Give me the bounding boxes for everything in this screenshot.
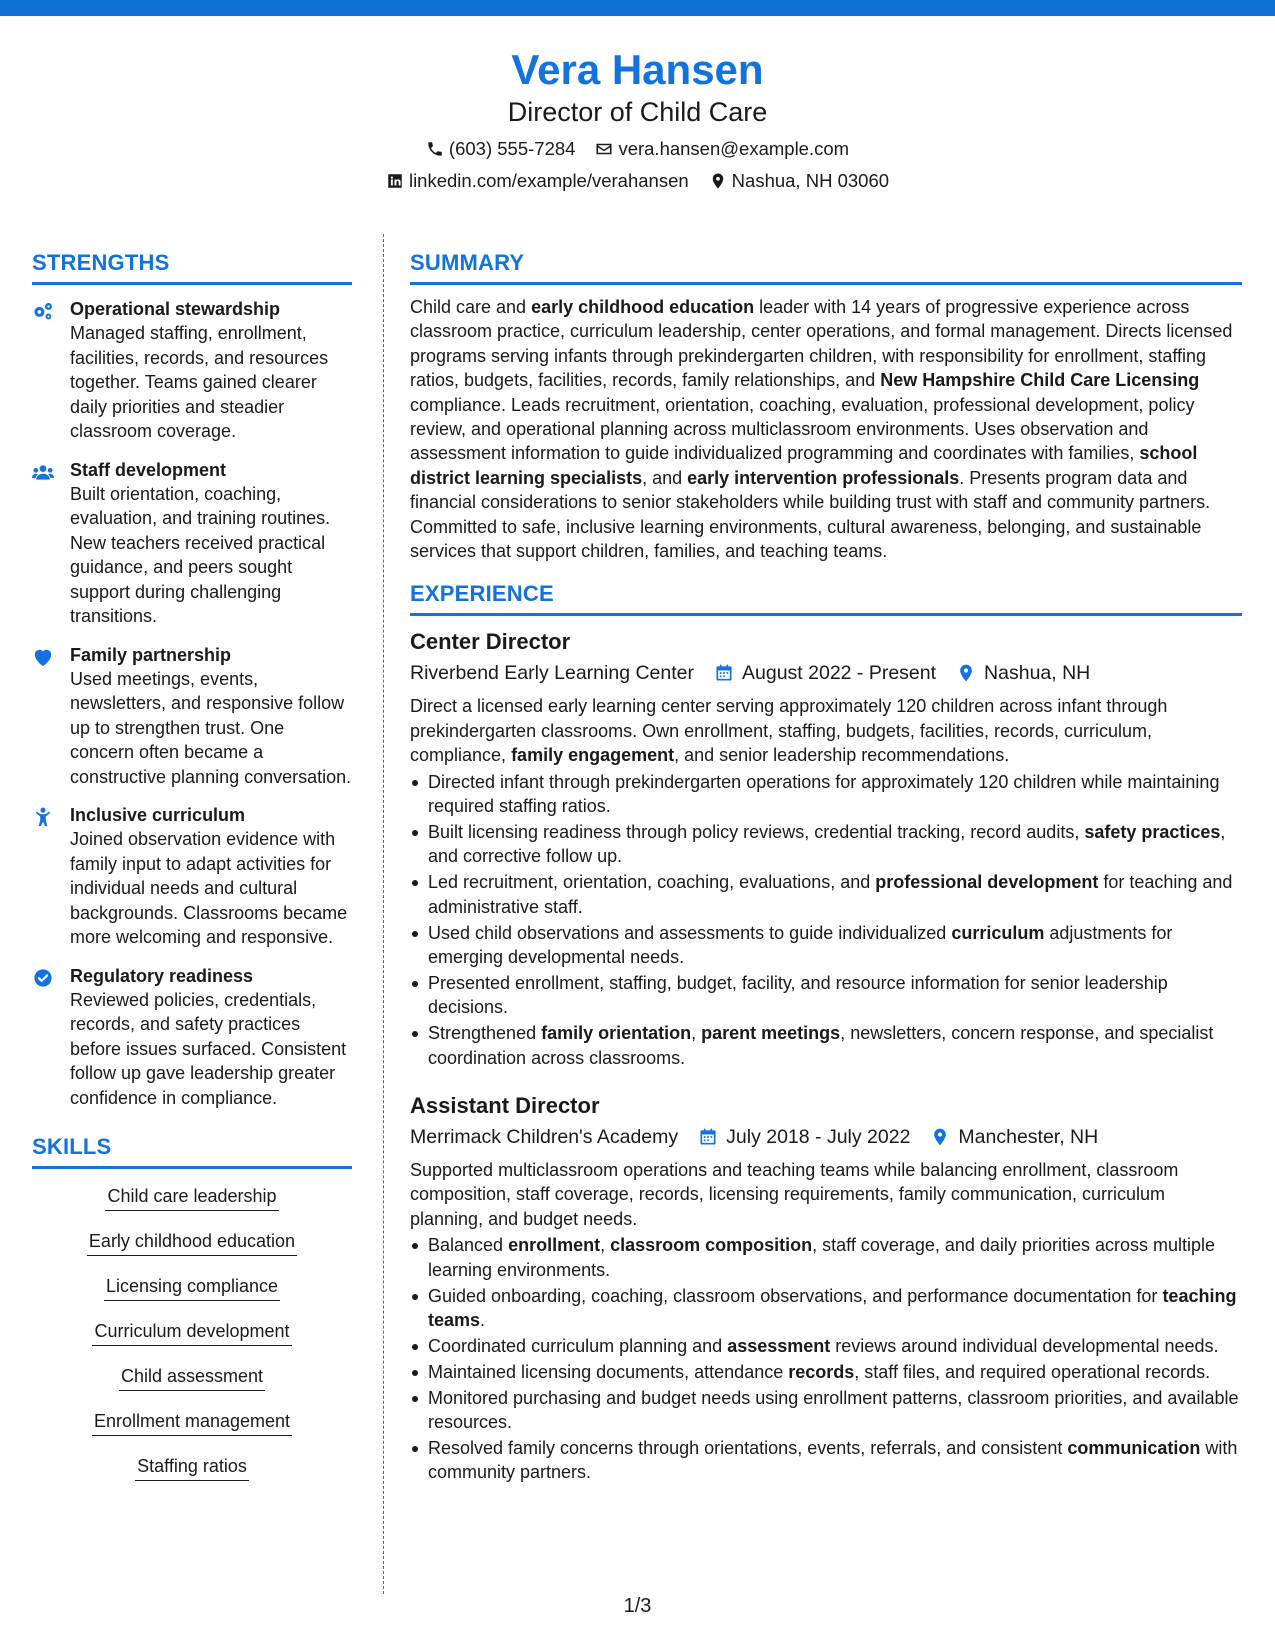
emphasis-text: safety practices bbox=[1084, 822, 1221, 842]
bullet-item: Monitored purchasing and budget needs using enrollment patterns, classroom priorities, and available resources. bbox=[410, 1386, 1242, 1435]
emphasis-text: classroom composition bbox=[610, 1235, 813, 1256]
skill-item: Curriculum development bbox=[92, 1318, 291, 1346]
job-entry bbox=[410, 628, 1242, 1070]
skills-heading: SKILLS bbox=[32, 1132, 352, 1169]
bullet-item: Balanced enrollment, classroom composition, staff coverage, and daily priorities across multiple learning environments. bbox=[410, 1233, 1242, 1282]
emphasis-text: parent meetings bbox=[701, 1023, 841, 1044]
strength-text: Built orientation, coaching, evaluation, and training routines. New teachers received practical guidance, and peers sought support during challenging transitions. bbox=[70, 483, 331, 626]
calendar-icon bbox=[698, 1127, 718, 1147]
skill-item: Licensing compliance bbox=[104, 1273, 280, 1301]
job-role: Assistant Director bbox=[410, 1093, 600, 1119]
strengths-heading: STRENGTHS bbox=[32, 248, 352, 285]
phone-text: (603) 555-7284 bbox=[448, 138, 576, 159]
location-text: Nashua, NH 03060 bbox=[731, 170, 890, 191]
summary-text: Child care and early childhood education leader with 14 years of progressive experience across classroom practice, curriculum leadership, center operations, and formal management. Directs licensed programs serving infants through prekindergarten children, with responsibility for enrollment, staffing ratios, budgets, facilities, records, family relationships, and New Hampshire Child Care Licensing compliance. Leads recruitment, orientation, coaching, evaluation, professional development, policy review, and operational planning across multiclassroom environments. Uses observation and assessment information to guide individualized programming and coordinates with families, school district learning specialists, and early intervention professionals. Presents program data and financial considerations to senior stakeholders while building trust with staff and community partners. Committed to safe, inclusive learning environments, cultural awareness, belonging, and sustainable services that support children, families, and teaching teams. bbox=[410, 297, 1233, 562]
skill-item: Enrollment management bbox=[92, 1408, 292, 1436]
job-meta bbox=[410, 1122, 1242, 1152]
contact-email[interactable] bbox=[595, 136, 849, 162]
bullet-item: Led recruitment, orientation, coaching, evaluations, and professional development for teaching and administrative staff. bbox=[410, 870, 1242, 919]
right-column bbox=[410, 248, 1242, 1486]
strengths-list bbox=[32, 297, 352, 1110]
strength-title: Staff development bbox=[70, 459, 227, 480]
strength-title: Regulatory readiness bbox=[70, 965, 254, 986]
job-bullets bbox=[410, 1233, 1242, 1485]
emphasis-text: family orientation bbox=[541, 1023, 692, 1044]
heart-icon bbox=[32, 647, 54, 667]
map-pin-icon bbox=[956, 663, 976, 683]
bullet-item: Directed infant through prekindergarten operations for approximately 120 children while maintaining required staffing ratios. bbox=[410, 770, 1242, 819]
contact-phone bbox=[426, 136, 576, 162]
strength-text: Joined observation evidence with family input to adapt activities for individual needs and cultural backgrounds. Classrooms became more welcoming and responsive. bbox=[70, 829, 348, 947]
linkedin-icon bbox=[386, 172, 404, 190]
emphasis-text: enrollment bbox=[508, 1235, 601, 1256]
job-dates: July 2018 - July 2022 bbox=[726, 1126, 911, 1149]
emphasis-text: curriculum bbox=[951, 922, 1045, 943]
job-bullets bbox=[410, 770, 1242, 1070]
company-name: Merrimack Children's Academy bbox=[410, 1126, 679, 1149]
summary-heading: SUMMARY bbox=[410, 248, 1242, 285]
job-location: Nashua, NH bbox=[984, 662, 1091, 685]
strength-item bbox=[32, 458, 352, 629]
map-pin-icon bbox=[709, 172, 727, 190]
strength-title: Operational stewardship bbox=[70, 299, 281, 319]
job-entry bbox=[410, 1092, 1242, 1485]
page-number: 1/3 bbox=[623, 1595, 652, 1617]
calendar-icon bbox=[714, 663, 734, 683]
job-description: Direct a licensed early learning center serving approximately 120 children across infant through prekindergarten classrooms. Own enrollment, staffing, budgets, facilities, records, curriculum, compliance, family engagement, and senior leadership recommendations. bbox=[410, 696, 1168, 766]
strength-text: Used meetings, events, newsletters, and responsive follow up to strengthen trust. One concern often became a constructive planning conversation. bbox=[70, 668, 352, 787]
candidate-title: Director of Child Care bbox=[507, 97, 768, 127]
skills-list bbox=[32, 1183, 352, 1498]
emphasis-text: early childhood education bbox=[531, 297, 755, 317]
resume-header bbox=[0, 44, 1275, 194]
envelope-icon bbox=[595, 140, 613, 158]
emphasis-text: professional development bbox=[875, 872, 1099, 893]
bullet-item: Resolved family concerns through orientations, events, referrals, and consistent communication with community partners. bbox=[410, 1436, 1242, 1485]
emphasis-text: communication bbox=[1067, 1438, 1201, 1459]
job-role: Center Director bbox=[410, 629, 571, 655]
check-circle-icon bbox=[32, 968, 54, 988]
bullet-item: Maintained licensing documents, attendance records, staff files, and required operational records. bbox=[410, 1360, 1242, 1384]
emphasis-text: school district learning specialists bbox=[410, 443, 1198, 488]
top-accent-bar bbox=[0, 0, 1275, 16]
child-icon bbox=[32, 807, 54, 827]
strength-item bbox=[32, 643, 352, 790]
emphasis-text: assessment bbox=[727, 1335, 831, 1356]
strength-title: Family partnership bbox=[70, 644, 232, 665]
bullet-item: Coordinated curriculum planning and assessment reviews around individual developmental needs. bbox=[410, 1334, 1242, 1358]
emphasis-text: records bbox=[788, 1361, 855, 1382]
users-icon bbox=[32, 462, 54, 482]
strength-title: Inclusive curriculum bbox=[70, 805, 246, 825]
emphasis-text: family engagement bbox=[511, 745, 675, 766]
job-dates: August 2022 - Present bbox=[742, 662, 937, 685]
skill-item: Staffing ratios bbox=[135, 1453, 249, 1481]
skill-item: Early childhood education bbox=[87, 1228, 297, 1256]
bullet-item: Presented enrollment, staffing, budget, facility, and resource information for senior leadership decisions. bbox=[410, 971, 1242, 1020]
contact-location bbox=[709, 168, 889, 194]
strength-text: Reviewed policies, credentials, records, and safety practices before issues surfaced. Consistent follow up gave leadership greater confidence in compliance. bbox=[70, 989, 347, 1108]
map-pin-icon bbox=[930, 1127, 950, 1147]
strength-item bbox=[32, 803, 352, 950]
left-column bbox=[32, 248, 352, 1498]
strength-item bbox=[32, 964, 352, 1111]
bullet-item: Guided onboarding, coaching, classroom observations, and performance documentation for teaching teams. bbox=[410, 1284, 1242, 1333]
strength-item bbox=[32, 297, 352, 444]
column-divider bbox=[383, 234, 384, 1594]
job-meta bbox=[410, 658, 1242, 688]
bullet-item: Built licensing readiness through policy reviews, credential tracking, record audits, safety practices, and corrective follow up. bbox=[410, 820, 1242, 869]
skill-item: Child assessment bbox=[119, 1363, 265, 1391]
bullet-item: Strengthened family orientation, parent meetings, newsletters, concern response, and specialist coordination across classrooms. bbox=[410, 1021, 1242, 1070]
gears-icon bbox=[32, 301, 54, 321]
emphasis-text: New Hampshire Child Care Licensing bbox=[880, 370, 1200, 391]
contact-row-1 bbox=[0, 136, 1275, 162]
linkedin-text: linkedin.com/example/verahansen bbox=[408, 170, 689, 191]
emphasis-text: teaching teams bbox=[428, 1285, 1237, 1330]
phone-icon bbox=[426, 140, 444, 158]
skill-item: Child care leadership bbox=[105, 1183, 278, 1211]
emphasis-text: early intervention professionals bbox=[687, 467, 960, 488]
contact-row-2 bbox=[0, 168, 1275, 194]
email-text: vera.hansen@example.com bbox=[618, 138, 850, 159]
contact-linkedin[interactable] bbox=[386, 168, 689, 194]
job-location: Manchester, NH bbox=[958, 1126, 1099, 1149]
strength-text: Managed staffing, enrollment, facilities, records, and resources together. Teams gained clearer daily priorities and steadier classroom coverage. bbox=[70, 323, 329, 441]
candidate-name: Vera Hansen bbox=[511, 46, 764, 93]
experience-heading: EXPERIENCE bbox=[410, 579, 1242, 616]
company-name: Riverbend Early Learning Center bbox=[410, 662, 694, 685]
job-description: Supported multiclassroom operations and teaching teams while balancing enrollment, classroom composition, staff coverage, records, licensing requirements, family communication, curriculum planning, and budget needs. bbox=[410, 1160, 1179, 1229]
bullet-item: Used child observations and assessments to guide individualized curriculum adjustments for emerging developmental needs. bbox=[410, 921, 1242, 970]
